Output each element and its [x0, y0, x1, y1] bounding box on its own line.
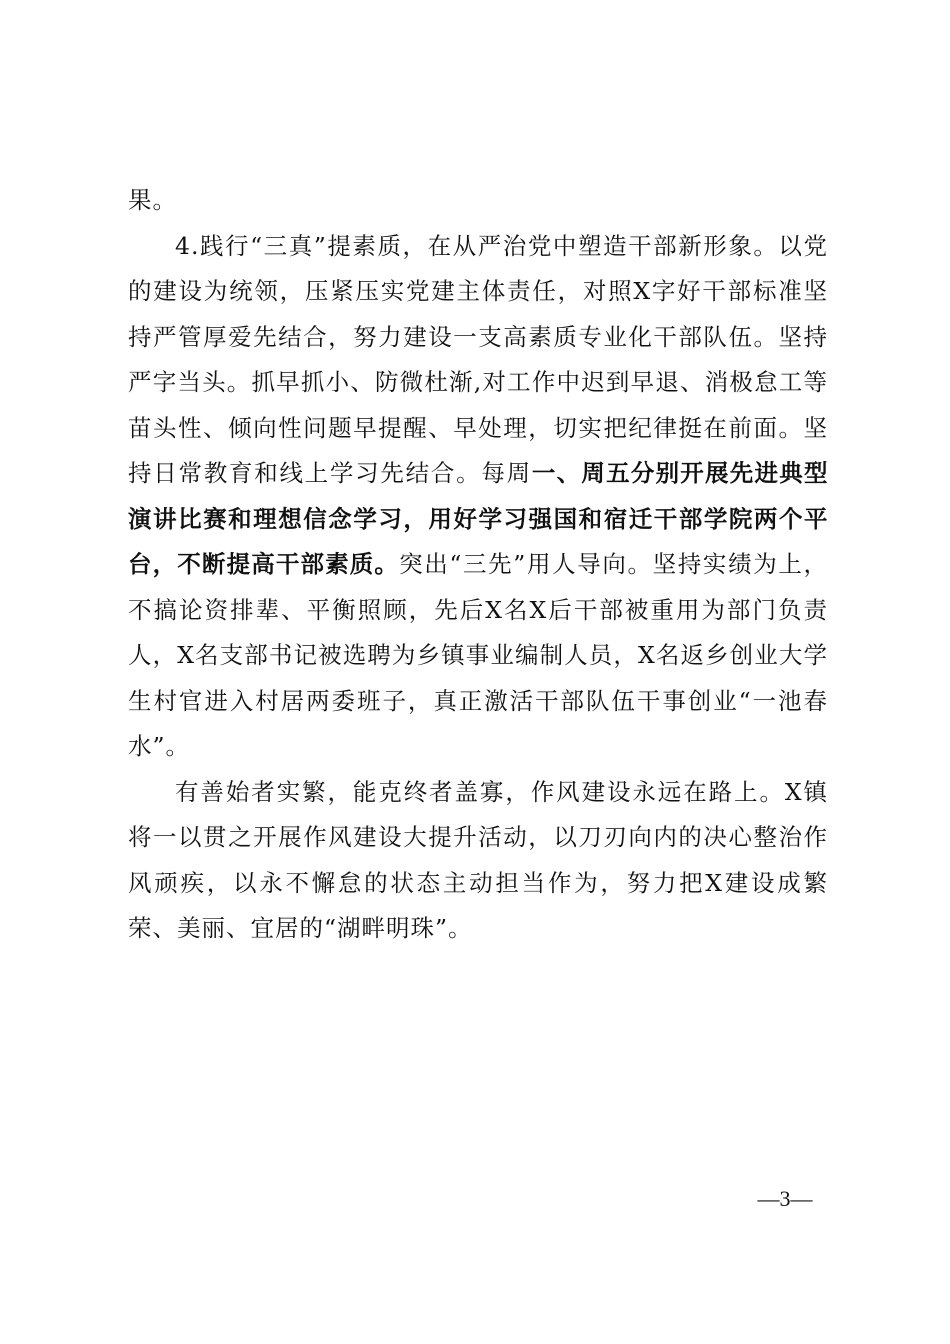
paragraph-continuation: [128, 178, 828, 224]
document-body: [128, 178, 828, 952]
paragraph-section-4: [128, 224, 828, 770]
paragraph-text: 有善始者实繁，能克终者盖寡，作风建设永远在路上。X镇将一以贯之开展作风建设大提升活动，以刀刃向内的决心整治作风顽疾，以永不懈怠的状态主动担当作为，努力把X建设成繁荣、美丽、宜居的“湖畔明珠”。: [128, 777, 828, 942]
paragraph-text: 4.践行“三真”提素质，在从严治党中塑造干部新形象。以党的建设为统领，压紧压实党建主体责任，对照X字好干部标准坚持严管厚爱先结合，努力建设一支高素质专业化干部队伍。坚持严字当头。抓早抓小、防微杜渐,对工作中迟到早退、消极怠工等苗头性、倾向性问题早提醒、早处理，切实把纪律挺在前面。坚持日常教育和线上学习先结合。每周: [128, 231, 828, 487]
paragraph-bold-text: 一、周五分别开展先进典型演讲比赛和理想信念学习，用好学习强国和宿迁干部学院两个平台，不断提高干部素质。: [128, 459, 829, 578]
paragraph-conclusion: [128, 770, 828, 952]
page-number: —3—: [757, 1186, 813, 1211]
paragraph-text: 突出“三先”用人导向。坚持实绩为上，不搞论资排辈、平衡照顾，先后X名X后干部被重用为部门负责人，X名支部书记被选聘为乡镇事业编制人员，X名返乡创业大学生村官进入村居两委班子，真正激活干部队伍干事创业“一池春水”。: [128, 550, 828, 760]
paragraph-text: 果。: [128, 186, 177, 214]
